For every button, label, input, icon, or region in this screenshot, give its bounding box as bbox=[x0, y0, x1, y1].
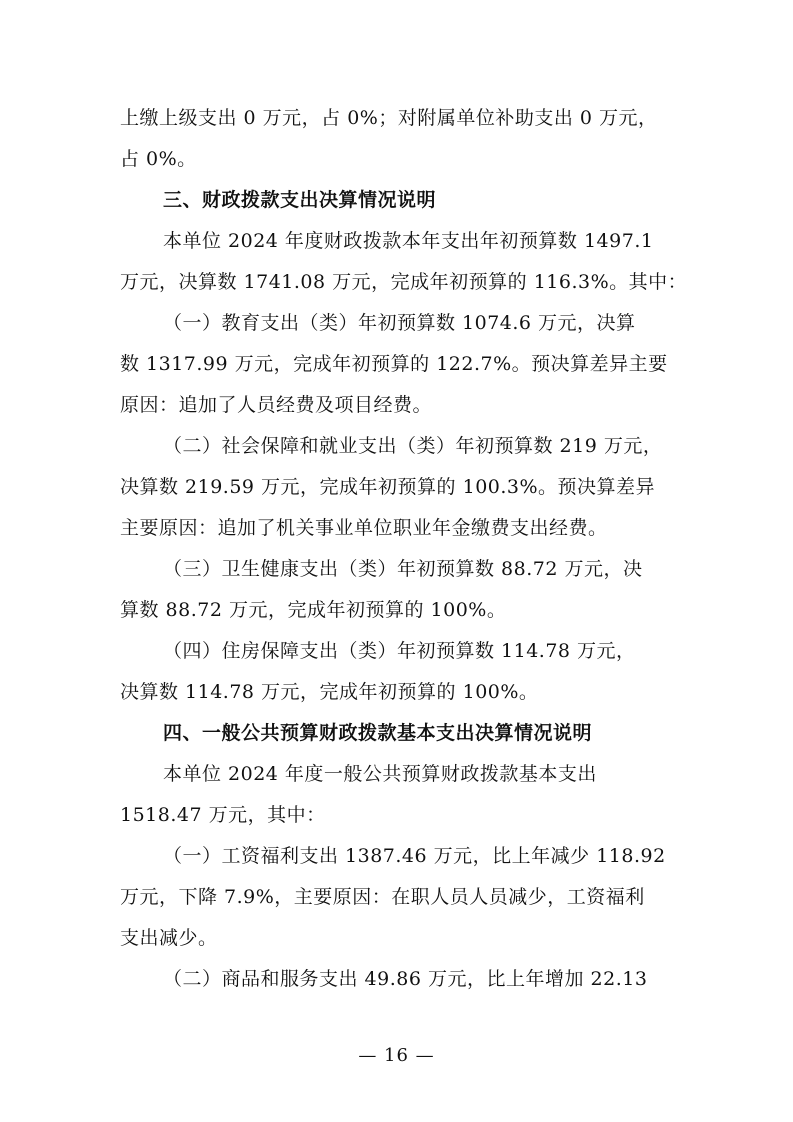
page-number: — 16 — bbox=[358, 1045, 435, 1066]
section-heading: 四、一般公共预算财政拨款基本支出决算情况说明 bbox=[163, 722, 593, 744]
paragraph-line: （二）商品和服务支出 49.86 万元，比上年增加 22.13 bbox=[163, 968, 648, 990]
text-line: 万元，决算数 1741.08 万元，完成年初预算的 116.3%。其中： bbox=[120, 271, 688, 293]
section-heading: 三、财政拨款支出决算情况说明 bbox=[163, 189, 437, 211]
text-line: 万元，下降 7.9%，主要原因：在职人员人员减少，工资福利 bbox=[120, 886, 645, 908]
text-line: 原因：追加了人员经费及项目经费。 bbox=[120, 394, 433, 416]
text-line: 算数 88.72 万元，完成年初预算的 100%。 bbox=[120, 599, 507, 621]
paragraph-line: （一）教育支出（类）年初预算数 1074.6 万元，决算 bbox=[163, 312, 636, 334]
paragraph-line: 本单位 2024 年度一般公共预算财政拨款基本支出 bbox=[163, 763, 597, 785]
text-line: 决算数 114.78 万元，完成年初预算的 100%。 bbox=[120, 681, 539, 703]
text-line: 上缴上级支出 0 万元，占 0%；对附属单位补助支出 0 万元， bbox=[120, 107, 658, 129]
text-line: 数 1317.99 万元，完成年初预算的 122.7%。预决算差异主要 bbox=[120, 353, 668, 375]
paragraph-line: （二）社会保障和就业支出（类）年初预算数 219 万元， bbox=[163, 435, 663, 457]
paragraph-line: （三）卫生健康支出（类）年初预算数 88.72 万元，决 bbox=[163, 558, 643, 580]
text-line: 占 0%。 bbox=[120, 148, 197, 170]
paragraph-line: （一）工资福利支出 1387.46 万元，比上年减少 118.92 bbox=[163, 845, 666, 867]
paragraph-line: （四）住房保障支出（类）年初预算数 114.78 万元， bbox=[163, 640, 636, 662]
text-line: 支出减少。 bbox=[120, 927, 218, 949]
text-line: 主要原因：追加了机关事业单位职业年金缴费支出经费。 bbox=[120, 517, 608, 539]
text-line: 决算数 219.59 万元，完成年初预算的 100.3%。预决算差异 bbox=[120, 476, 656, 498]
text-line: 1518.47 万元，其中： bbox=[120, 804, 326, 826]
paragraph-line: 本单位 2024 年度财政拨款本年支出年初预算数 1497.1 bbox=[163, 230, 654, 252]
